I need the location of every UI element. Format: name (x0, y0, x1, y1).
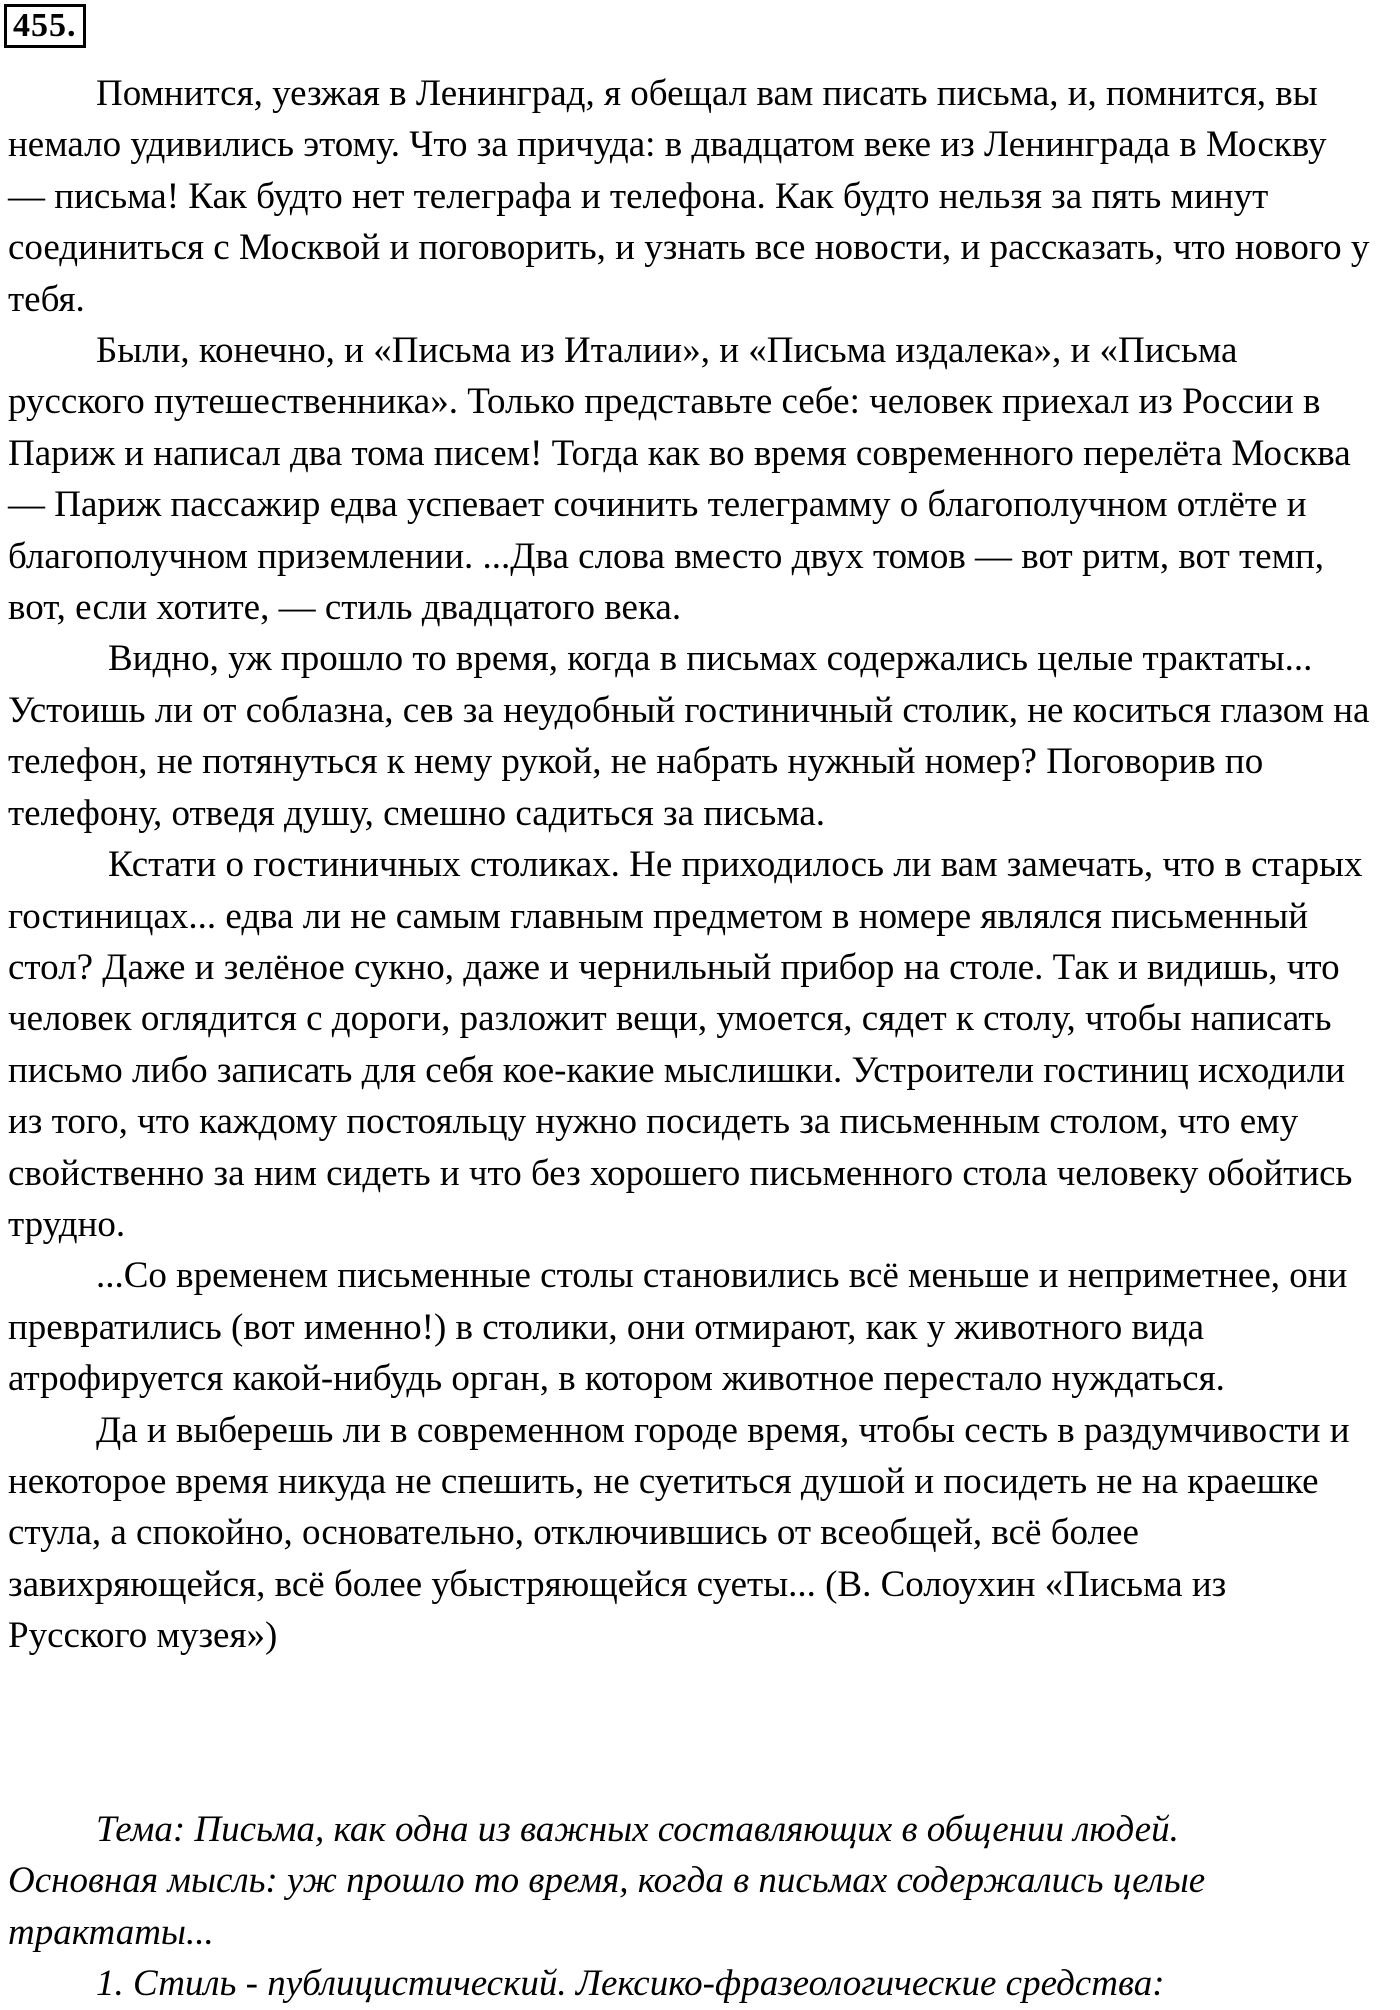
paragraph-6: Да и выберешь ли в современном городе время, чтобы сесть в раздумчивости и некоторое время никуда не спешить, не суетиться душой и посидеть не на краешке стула, а спокойно, основательно, отключившись от всеобщей, всё более завихряющейся, всё более убыстряющейся суеты... (В. Солоухин «Письма из Русского музея») (8, 1409, 1350, 1657)
theme-line: Тема: Письма, как одна из важных составляющих в общении людей. (96, 1809, 1179, 1850)
style-line: 1. Стиль - публицистический. Лексико-фразеологические средства: (96, 1963, 1165, 2005)
paragraph-3: Видно, уж прошло то время, когда в письмах содержались целые трактаты... Устоишь ли от соблазна, сев за неудобный гостиничный столик, не коситься глазом на телефон, не потянуться к нему рукой, не набрать нужный номер? Поговорив по телефону, отведя душу, смешно садиться за письма. (8, 638, 1370, 834)
exercise-number: 455. (4, 4, 86, 48)
paragraph-4: Кстати о гостиничных столиках. Не приходилось ли вам замечать, что в старых гостиницах... едва ли не самым главным предметом в номере являлся письменный стол? Даже и зелёное сукно, даже и чернильный прибор на столе. Так и видишь, что человек оглядится с дороги, разложит вещи, умоется, сядет к столу, чтобы написать письмо либо записать для себя кое-какие мыслишки. Устроители гостиниц исходили из того, что каждому постояльцу нужно посидеть за письменным столом, что ему свойственно за ним сидеть и что без хорошего письменного стола человеку обойтись трудно. (8, 844, 1363, 1245)
text-analysis (8, 1804, 1370, 2010)
main-text (8, 68, 1370, 1662)
paragraph-1: Помнится, уезжая в Ленинград, я обещал вам писать письма, и, помнится, вы немало удивились этому. Что за причуда: в двадцатом веке из Ленинграда в Москву — письма! Как будто нет телеграфа и телефона. Как будто нельзя за пять минут соединиться с Москвой и поговорить, и узнать все новости, и рассказать, что нового у тебя. (8, 73, 1370, 320)
paragraph-5: ...Со временем письменные столы становились всё меньше и неприметнее, они превратились (вот именно!) в столики, они отмирают, как у животного вида атрофируется какой-нибудь орган, в котором животное перестало нуждаться. (8, 1255, 1348, 1400)
main-idea-line: Основная мысль: уж прошло то время, когда в письмах содержались целые трактаты... (8, 1860, 1206, 1953)
paragraph-2: Были, конечно, и «Письма из Италии», и «Письма издалека», и «Письма русского путешественника». Только представьте себе: человек приехал из России в Париж и написал два тома писем! Тогда как во время современного перелёта Москва — Париж пассажир едва успевает сочинить телеграмму о благополучном отлёте и благополучном приземлении. ...Два слова вместо двух томов — вот ритм, вот темп, вот, если хотите, — стиль двадцатого века. (8, 330, 1351, 629)
